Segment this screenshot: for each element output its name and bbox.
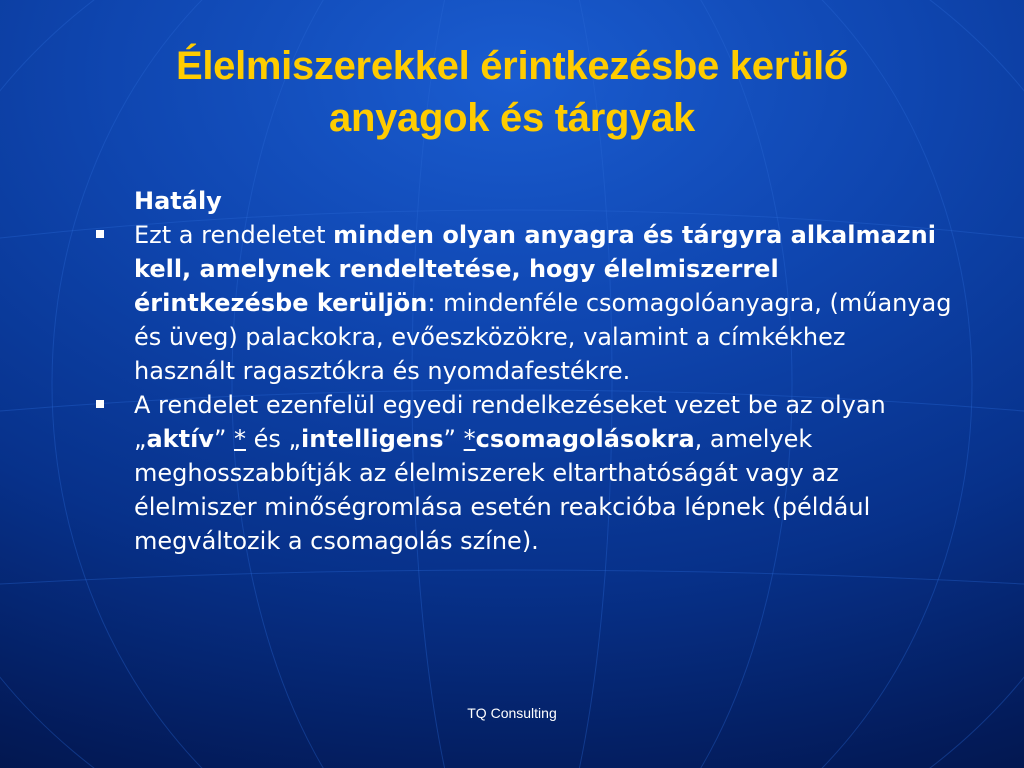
bullet-bold-text: csomagolásokra [475, 425, 695, 453]
slide-body [92, 184, 952, 558]
footnote-link-intelligent[interactable]: * [463, 425, 476, 453]
bullet-text: és „ [246, 425, 301, 453]
bullet-item-scope [92, 218, 952, 388]
square-bullet-icon [96, 400, 104, 408]
bullet-bold-text: intelligens [300, 425, 444, 453]
title-line-1: Élelmiszerekkel érintkezésbe kerülő [175, 44, 849, 88]
slide-title [40, 40, 984, 144]
bullet-bold-text: minden olyan anyagra és tárgyra alkalmazni kell, amelynek rendeltetése, hogy élelmiszerrel érintkezésbe kerüljön [134, 221, 936, 317]
footer-text: TQ Consulting [467, 705, 557, 721]
bullet-bold-text: aktív [146, 425, 214, 453]
bullet-text: Ezt a rendeletet [134, 221, 334, 249]
bullet-text: ” [213, 425, 234, 453]
footnote-link-active[interactable]: * [234, 425, 246, 453]
bullet-text: : mindenféle csomagolóanyagra, (műanyag és üveg) palackokra, evőeszközökre, valamint a címkékhez használt ragasztókra és nyomdafestékre. [134, 289, 952, 385]
bullet-text: ” [443, 425, 464, 453]
section-heading: Hatály [134, 187, 222, 215]
bullet-text: A rendelet ezenfelül egyedi rendelkezéseket vezet be az olyan „ [134, 391, 886, 453]
square-bullet-icon [96, 230, 104, 238]
title-line-2: anyagok és tárgyak [329, 96, 695, 140]
bullet-text: , amelyek meghosszabbítják az élelmiszerek eltarthatóságát vagy az élelmiszer minőségromlása esetén reakcióba lépnek (például megváltozik a csomagolás színe). [134, 425, 871, 555]
bullet-item-active-packaging [92, 388, 952, 558]
